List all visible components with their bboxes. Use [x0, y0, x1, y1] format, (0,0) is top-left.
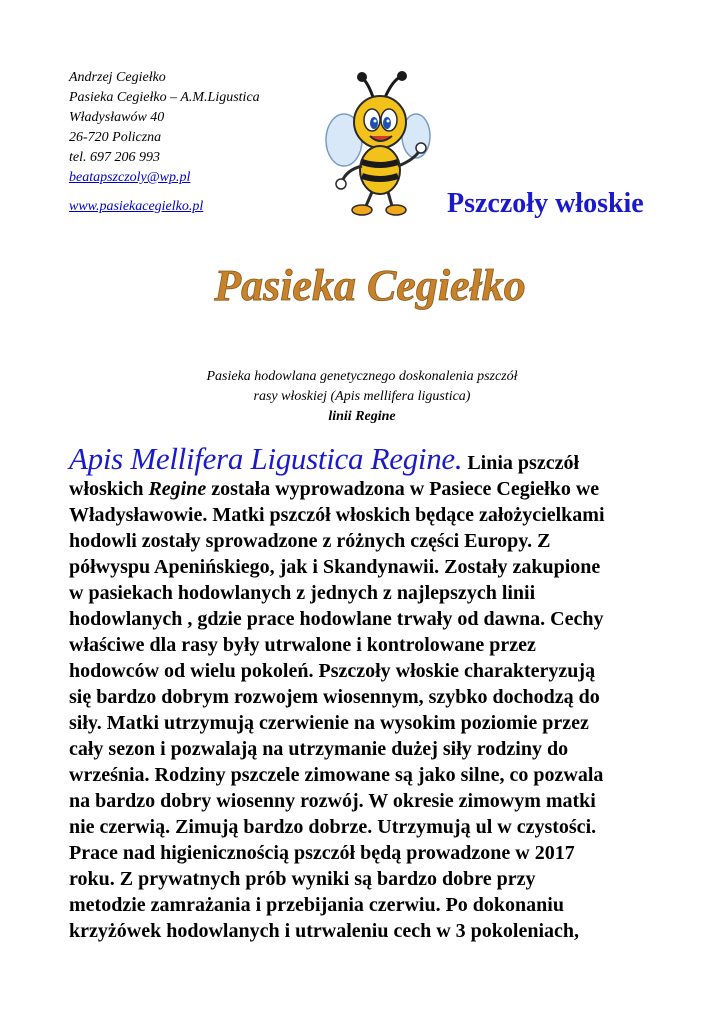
apiary-logo: [200, 250, 540, 320]
contact-email-link[interactable]: beatapszczoly@wp.pl: [69, 170, 191, 185]
website-link[interactable]: www.pasiekacegielko.pl: [69, 199, 204, 214]
body-line-1-rest: Linia pszczół: [467, 452, 580, 474]
body-line-2-b: została wyprowadzona w Pasiece Cegiełko we: [206, 478, 600, 500]
body-line: właściwe dla rasy były utrwalone i kontrolowane przez: [69, 634, 536, 656]
body-line: się bardzo dobrym rozwojem wiosennym, szybko dochodzą do: [69, 686, 600, 708]
body-line: w pasiekach hodowlanych z jednych z najlepszych linii: [69, 582, 536, 604]
logo-text: Pasieka Cegiełko: [214, 261, 526, 310]
body-line-2-em: Regine: [148, 478, 207, 500]
contact-postal: 26-720 Policzna: [69, 130, 162, 145]
body-line: półwyspu Apenińskiego, jak i Skandynawii. Zostały zakupione: [69, 556, 601, 578]
body-line: Władysławowie. Matki pszczół włoskich będące założycielkami: [69, 504, 605, 526]
body-line-2-a: włoskich: [69, 478, 149, 500]
body-line-1: [69, 441, 669, 476]
body-line: hodowlanych , gdzie prace hodowlane trwały od dawna. Cechy: [69, 608, 604, 630]
contact-street: Władysławów 40: [69, 110, 165, 125]
contact-address: [69, 68, 260, 188]
tagline: [0, 367, 724, 427]
contact-phone: tel. 697 206 993: [69, 150, 160, 165]
body-line-2: [69, 476, 669, 502]
cartoon-bee-icon: [322, 70, 432, 220]
body-line: hodowli zostały sprowadzone z różnych części Europy. Z: [69, 530, 551, 552]
contact-name: Andrzej Cegiełko: [69, 70, 166, 85]
body-line: metodzie zamrażania i przebijania czerwiu. Po dokonaniu: [69, 894, 564, 916]
page-title: Pszczoły włoskie: [447, 188, 644, 219]
contact-apiary: Pasieka Cegiełko – A.M.Ligustica: [69, 90, 260, 105]
body-line: nie czerwią. Zimują bardzo dobrze. Utrzymują ul w czystości.: [69, 816, 597, 838]
tagline-line-3: linii Regine: [328, 409, 396, 424]
body-text: [69, 441, 669, 944]
tagline-line-2: rasy włoskiej (Apis mellifera ligustica): [253, 389, 471, 404]
body-line: hodowców od wielu pokoleń. Pszczoły włoskie charakteryzują: [69, 660, 596, 682]
body-line: na bardzo dobry wiosenny rozwój. W okresie zimowym matki: [69, 790, 596, 812]
body-line: roku. Z prywatnych prób wyniki są bardzo dobre przy: [69, 868, 536, 890]
body-line: krzyżówek hodowlanych i utrwaleniu cech w 3 pokoleniach,: [69, 920, 580, 942]
tagline-line-1: Pasieka hodowlana genetycznego doskonalenia pszczół: [206, 369, 518, 384]
section-heading: Apis Mellifera Ligustica Regine.: [69, 441, 463, 476]
body-line: września. Rodziny pszczele zimowane są jako silne, co pozwala: [69, 764, 604, 786]
body-line: Prace nad higienicznością pszczół będą prowadzone w 2017: [69, 842, 575, 864]
body-line: cały sezon i pozwalają na utrzymanie dużej siły rodziny do: [69, 738, 569, 760]
body-line: siły. Matki utrzymują czerwienie na wysokim poziomie przez: [69, 712, 589, 734]
